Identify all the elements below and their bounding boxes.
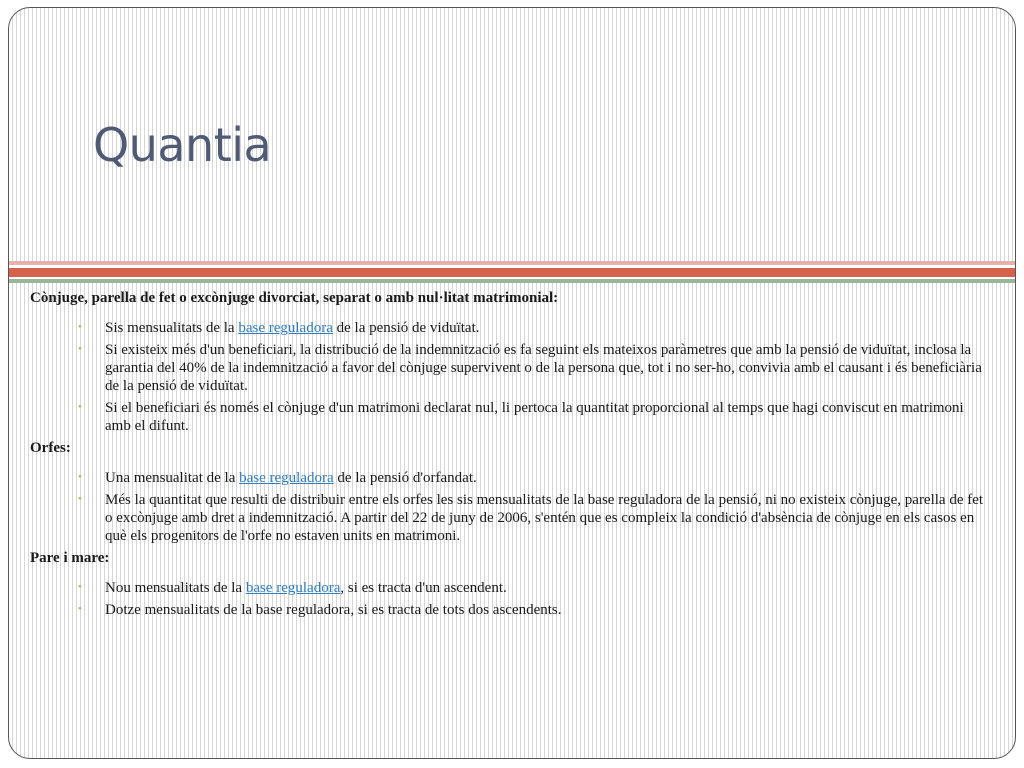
bullet-icon: • (78, 581, 82, 593)
section-heading-orfes: Orfes: (30, 440, 71, 456)
bullet-icon: • (78, 343, 82, 355)
bullet-icon: • (78, 493, 82, 505)
list-item: • Si el beneficiari és només el cònjuge d'un matrimoni declarat nul, li pertoca la quantitat proporcional al temps que hagi conviscut en matrimoni amb el difunt. (78, 400, 964, 434)
section-list-pare-i-mare (30, 579, 990, 619)
bullet-icon: • (78, 471, 82, 483)
section-list-orfes (30, 469, 990, 545)
section-heading-conjuge: Cònjuge, parella de fet o excònjuge divorciat, separat o amb nul·litat matrimonial: (30, 290, 559, 306)
bullet-icon: • (78, 603, 82, 615)
list-item: • Una mensualitat de la base reguladora de la pensió d'orfandat. (78, 470, 477, 486)
list-item: • Nou mensualitats de la base reguladora, si es tracta d'un ascendent. (78, 580, 507, 596)
slide-body (30, 289, 990, 623)
title-divider-stripes (9, 261, 1015, 283)
bullet-icon: • (78, 401, 82, 413)
list-item: • Sis mensualitats de la base reguladora de la pensió de viduïtat. (78, 320, 480, 336)
list-item: • Si existeix més d'un beneficiari, la distribució de la indemnització es fa seguint els mateixos paràmetres que amb la pensió de viduïtat, inclosa la garantia del 40% de la indemnització a favor del cònjuge supervivent o de la persona que, tot i no ser-ho, convivia amb el causant i és beneficiària de la pensió de viduïtat. (78, 342, 982, 394)
slide (8, 7, 1016, 759)
section-heading-pare-i-mare: Pare i mare: (30, 550, 110, 566)
base-reguladora-link[interactable]: base reguladora (239, 470, 334, 486)
base-reguladora-link[interactable]: base reguladora (238, 320, 333, 336)
slide-title: Quantia (93, 118, 272, 172)
section-list-conjuge (30, 319, 990, 435)
base-reguladora-link[interactable]: base reguladora (245, 580, 341, 596)
bullet-icon: • (78, 321, 82, 333)
list-item: • Dotze mensualitats de la base reguladora, si es tracta de tots dos ascendents. (78, 602, 562, 618)
list-item: • Més la quantitat que resulti de distribuir entre els orfes les sis mensualitats de la base reguladora de la pensió, ni no existeix cònjuge, parella de fet o excònjuge amb dret a indemnització. A partir del 22 de juny de 2006, s'entén que es compleix la condició d'absència de cònjuge en els casos en què els progenitors de l'orfe no estaven units en matrimoni. (78, 492, 984, 544)
